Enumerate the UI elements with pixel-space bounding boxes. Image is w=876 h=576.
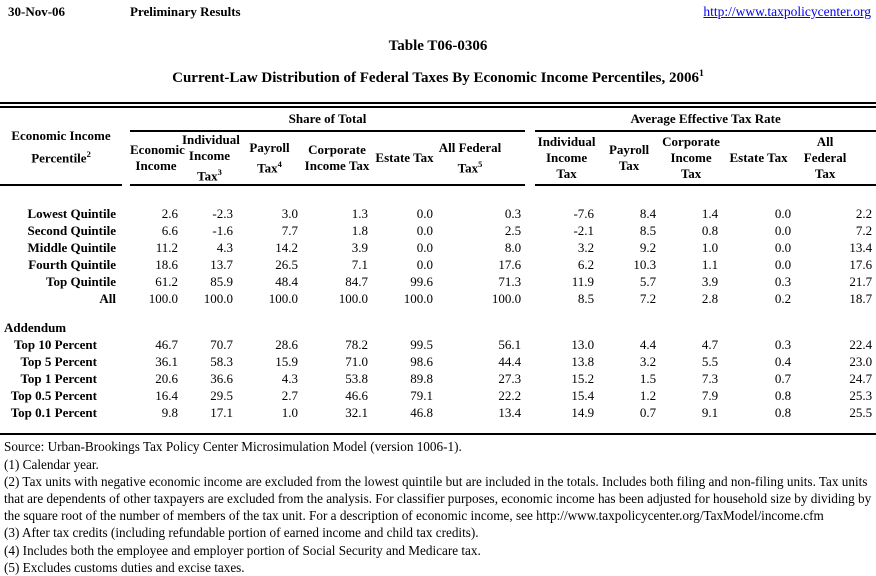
- spacer-row: [0, 185, 876, 205]
- column-header-share-individual-income-tax: [182, 131, 240, 185]
- gap-cell: [122, 370, 130, 387]
- row-label: Lowest Quintile: [27, 205, 116, 221]
- group-header-share-of-total: Share of Total: [130, 105, 525, 131]
- header-footnote-marker: 5: [478, 159, 483, 169]
- data-cell: 13.7: [210, 256, 233, 272]
- footnote-5: (5) Excludes customs duties and excise taxes.: [4, 559, 245, 575]
- gap-cell: [122, 256, 130, 273]
- gap-column: [525, 105, 535, 185]
- data-cell: 0.0: [774, 256, 792, 272]
- gap-cell: [122, 273, 130, 290]
- data-cell: 14.9: [571, 404, 595, 420]
- data-cell: 2.5: [504, 222, 522, 238]
- data-cell: 13.4: [849, 239, 873, 255]
- data-cell: 25.3: [849, 387, 873, 403]
- header-line: Corporate: [308, 142, 366, 158]
- row-header-line1: Economic Income: [11, 127, 111, 143]
- footnote-4: (4) Includes both the employee and employer portion of Social Security and Medicare tax.: [4, 542, 481, 558]
- column-header-aetr-all-federal-tax: [795, 131, 876, 185]
- section-row: [0, 319, 876, 336]
- table-body: [0, 185, 876, 434]
- row-label: Top 0.5 Percent: [10, 387, 97, 403]
- data-cell: 0.0: [416, 239, 433, 255]
- gap-cell: [525, 290, 535, 307]
- gap-cell: [122, 404, 130, 421]
- data-cell: 7.2: [855, 222, 873, 238]
- header-line: All Federal: [803, 134, 847, 166]
- row-label: Middle Quintile: [27, 239, 116, 255]
- data-cell: 4.4: [639, 336, 657, 352]
- header-line: [237, 156, 302, 176]
- row-header-footnote-marker: 2: [86, 148, 91, 159]
- data-cell: 98.6: [410, 353, 433, 369]
- page-title-text: Current-Law Distribution of Federal Taxes By Economic Income Percentiles, 2006: [172, 70, 700, 86]
- gap-cell: [525, 353, 535, 370]
- data-cell: 4.3: [281, 370, 298, 386]
- data-cell: 84.7: [345, 273, 368, 289]
- table-row: [0, 239, 876, 256]
- gap-cell: [525, 404, 535, 421]
- title-footnote-marker: 1: [699, 68, 704, 79]
- data-cell: -1.6: [212, 222, 233, 238]
- data-cell: 5.7: [639, 273, 657, 289]
- data-cell: 9.1: [701, 404, 719, 420]
- data-cell: 99.6: [410, 273, 433, 289]
- data-cell: 7.1: [351, 256, 368, 272]
- data-cell: 25.5: [849, 404, 873, 420]
- column-header-aetr-corporate-income-tax: [660, 131, 722, 185]
- data-cell: 46.6: [345, 387, 368, 403]
- column-header-aetr-individual-income-tax: [535, 131, 598, 185]
- data-cell: 100.0: [338, 290, 368, 306]
- data-cell: 36.1: [155, 353, 178, 369]
- data-cell: 1.4: [701, 205, 719, 221]
- data-cell: 79.1: [410, 387, 433, 403]
- header-line: Income: [188, 148, 231, 163]
- header-line: Individual: [182, 132, 240, 147]
- table-row: [0, 290, 876, 307]
- header-line-text: Tax: [197, 168, 218, 184]
- data-cell: 0.8: [701, 222, 719, 238]
- data-cell: 1.2: [639, 387, 657, 403]
- data-cell: 71.3: [498, 273, 522, 289]
- page-title: [0, 63, 876, 89]
- data-cell: 22.4: [849, 336, 873, 352]
- data-cell: 1.3: [351, 205, 368, 221]
- data-cell: 70.7: [210, 336, 233, 352]
- data-cell: 3.2: [639, 353, 657, 369]
- gap-cell: [525, 273, 535, 290]
- data-cell: 27.3: [498, 370, 522, 386]
- row-label: Top Quintile: [46, 273, 116, 289]
- data-cell: 8.5: [639, 222, 657, 238]
- data-cell: 2.8: [701, 290, 719, 306]
- spacer-cell: [0, 185, 876, 205]
- data-cell: 100.0: [203, 290, 233, 306]
- data-cell: 29.5: [210, 387, 233, 403]
- data-cell: 0.0: [774, 222, 792, 238]
- data-cell: 8.4: [639, 205, 657, 221]
- gap-cell: [525, 370, 535, 387]
- data-cell: 21.7: [849, 273, 873, 289]
- data-cell: 13.4: [498, 404, 522, 420]
- data-cell: 13.8: [571, 353, 595, 369]
- data-cell: 16.4: [155, 387, 178, 403]
- header-line: Individual: [537, 134, 596, 150]
- table-row: [0, 273, 876, 290]
- data-cell: 100.0: [403, 290, 433, 306]
- header-line: All Federal: [438, 140, 502, 155]
- data-cell: 1.0: [281, 404, 298, 420]
- data-cell: 56.1: [498, 336, 522, 352]
- data-cell: 46.7: [155, 336, 178, 352]
- header-line: Corporate: [662, 134, 720, 150]
- row-label: All: [99, 290, 116, 306]
- gap-cell: [122, 205, 130, 222]
- row-label: Top 1 Percent: [20, 370, 97, 386]
- table-row: [0, 205, 876, 222]
- data-cell: 5.5: [701, 353, 719, 369]
- header-line: Income: [545, 150, 588, 166]
- header-footnote-marker: 3: [217, 167, 222, 177]
- data-cell: 1.5: [639, 370, 657, 386]
- column-header-aetr-payroll-tax: [598, 131, 660, 185]
- data-cell: 3.9: [351, 239, 368, 255]
- data-cell: 0.0: [416, 205, 433, 221]
- table-header: [0, 105, 876, 185]
- data-cell: 8.0: [504, 239, 522, 255]
- data-cell: 0.3: [504, 205, 522, 221]
- data-cell: 100.0: [491, 290, 522, 306]
- table-row: [0, 256, 876, 273]
- gap-column: [122, 105, 130, 185]
- group-header-row: [0, 105, 876, 131]
- table-row: [0, 387, 876, 404]
- data-cell: 15.4: [571, 387, 595, 403]
- column-header-share-estate-tax: [372, 131, 437, 185]
- status-label: Preliminary Results: [130, 4, 241, 19]
- row-label: Top 5 Percent: [20, 353, 97, 369]
- data-cell: 32.1: [345, 404, 368, 420]
- data-cell: 2.7: [281, 387, 298, 403]
- site-link[interactable]: http://www.taxpolicycenter.org: [703, 4, 871, 19]
- table-row: [0, 353, 876, 370]
- header-line-text: Tax: [457, 160, 479, 176]
- spacer-row: [0, 307, 876, 319]
- gap-cell: [525, 222, 535, 239]
- data-cell: 0.0: [774, 205, 792, 221]
- header-line: Payroll: [249, 140, 290, 155]
- footnote-2: (2) Tax units with negative economic income are excluded from the lowest quintile but are included in the totals. Includes both filing and non-filing units. Tax units that are dependents of other taxpayers are excluded from the analysis. For classifier purposes, economic income has been adjusted for household size by dividing by the square root of the number of members of the tax unit. For a description of economic income, see http://www.taxpolicycenter.org/TaxModel/income.cfm: [4, 473, 872, 524]
- row-header-line2-text: Percentile: [31, 149, 87, 165]
- data-cell: 0.0: [774, 239, 792, 255]
- data-cell: 24.7: [849, 370, 873, 386]
- data-cell: 17.6: [498, 256, 522, 272]
- data-cell: 11.9: [571, 273, 595, 289]
- data-cell: 18.6: [155, 256, 178, 272]
- data-cell: 0.4: [774, 353, 792, 369]
- data-cell: 20.6: [155, 370, 178, 386]
- gap-cell: [525, 239, 535, 256]
- gap-cell: [122, 239, 130, 256]
- data-cell: 0.7: [639, 404, 657, 420]
- data-cell: 14.2: [275, 239, 298, 255]
- data-cell: 61.2: [155, 273, 178, 289]
- table-row: [0, 404, 876, 421]
- header-footnote-marker: 4: [277, 159, 282, 169]
- gap-cell: [525, 336, 535, 353]
- column-header-share-payroll-tax: [237, 131, 302, 185]
- data-cell: 36.6: [210, 370, 233, 386]
- data-cell: 22.2: [498, 387, 522, 403]
- gap-cell: [122, 222, 130, 239]
- header-line: Tax: [814, 166, 836, 182]
- page-header: [0, 0, 876, 28]
- row-label: Top 10 Percent: [13, 336, 97, 352]
- row-header-line2: [0, 145, 122, 167]
- data-cell: 78.2: [345, 336, 368, 352]
- header-line: [182, 164, 237, 184]
- table-number-title: Table T06-0306: [388, 38, 488, 54]
- data-cell: 2.2: [855, 205, 873, 221]
- data-cell: 0.8: [774, 404, 792, 420]
- column-header-share-economic-income: [130, 131, 185, 185]
- header-line: Tax: [618, 158, 640, 174]
- data-cell: 1.0: [701, 239, 719, 255]
- data-cell: 0.0: [416, 256, 433, 272]
- data-cell: 8.5: [577, 290, 595, 306]
- row-header-economic-income-percentile: [0, 105, 122, 185]
- distribution-table: [0, 102, 876, 435]
- data-cell: 17.6: [849, 256, 873, 272]
- header-line: [437, 156, 503, 176]
- data-cell: 11.2: [155, 239, 178, 255]
- section-label: Addendum: [4, 319, 67, 335]
- group-header-average-effective-tax-rate: Average Effective Tax Rate: [535, 105, 876, 131]
- data-cell: 0.7: [774, 370, 792, 386]
- data-cell: 6.6: [161, 222, 178, 238]
- gap-cell: [525, 256, 535, 273]
- table-row: [0, 370, 876, 387]
- footnote-1: (1) Calendar year.: [4, 456, 99, 472]
- data-cell: 0.0: [416, 222, 433, 238]
- footnotes: [0, 438, 876, 576]
- data-cell: 4.3: [216, 239, 233, 255]
- data-cell: 3.9: [701, 273, 719, 289]
- data-cell: 13.0: [571, 336, 595, 352]
- data-cell: 85.9: [210, 273, 233, 289]
- column-header-aetr-estate-tax: [722, 131, 795, 185]
- table-row: [0, 336, 876, 353]
- data-cell: 9.2: [639, 239, 657, 255]
- table-row: [0, 222, 876, 239]
- data-cell: -7.6: [573, 205, 595, 221]
- header-line: Estate Tax: [729, 150, 788, 166]
- data-cell: 0.3: [774, 336, 792, 352]
- data-cell: 1.1: [701, 256, 719, 272]
- column-header-share-all-federal-tax: [437, 131, 525, 185]
- header-line: Income: [670, 150, 712, 166]
- data-cell: 0.8: [774, 387, 792, 403]
- source-note: Source: Urban-Brookings Tax Policy Center Microsimulation Model (version 1006-1).: [4, 439, 462, 455]
- spacer-row: [0, 421, 876, 434]
- gap-cell: [122, 387, 130, 404]
- data-cell: 3.2: [577, 239, 595, 255]
- data-cell: 6.2: [577, 256, 595, 272]
- header-line: Income Tax: [304, 158, 370, 174]
- gap-cell: [122, 290, 130, 307]
- data-cell: -2.3: [212, 205, 233, 221]
- data-cell: 44.4: [498, 353, 522, 369]
- data-cell: 89.8: [410, 370, 433, 386]
- gap-cell: [122, 353, 130, 370]
- data-cell: 71.0: [345, 353, 368, 369]
- spacer-cell: [0, 307, 876, 319]
- row-label: Second Quintile: [27, 222, 116, 238]
- column-header-row: [0, 131, 876, 185]
- spacer-cell: [0, 421, 876, 434]
- header-line: Estate Tax: [375, 150, 434, 166]
- data-cell: 48.4: [275, 273, 298, 289]
- gap-cell: [525, 205, 535, 222]
- column-header-share-corporate-income-tax: [302, 131, 372, 185]
- data-cell: 99.5: [410, 336, 433, 352]
- data-cell: 7.7: [281, 222, 298, 238]
- data-cell: 58.3: [210, 353, 233, 369]
- data-cell: 3.0: [281, 205, 298, 221]
- data-cell: 53.8: [345, 370, 368, 386]
- data-cell: 4.7: [701, 336, 719, 352]
- data-cell: 7.3: [701, 370, 719, 386]
- data-cell: 17.1: [210, 404, 233, 420]
- data-cell: 0.3: [774, 273, 792, 289]
- row-label: Top 0.1 Percent: [10, 404, 97, 420]
- data-cell: 0.2: [774, 290, 792, 306]
- data-cell: 10.3: [633, 256, 657, 272]
- row-label: Fourth Quintile: [28, 256, 116, 272]
- header-line: Income: [135, 158, 177, 174]
- data-cell: 100.0: [148, 290, 178, 306]
- data-cell: 7.2: [639, 290, 657, 306]
- data-cell: 7.9: [701, 387, 719, 403]
- header-line: Tax: [556, 166, 577, 182]
- header-line-text: Tax: [257, 160, 278, 176]
- data-cell: 9.8: [161, 404, 178, 420]
- data-cell: 23.0: [849, 353, 873, 369]
- header-line: Payroll: [608, 142, 650, 158]
- footnote-3: (3) After tax credits (including refundable portion of earned income and child tax credits).: [4, 525, 479, 541]
- data-cell: 26.5: [275, 256, 298, 272]
- data-cell: -2.1: [573, 222, 595, 238]
- date-label: 30-Nov-06: [8, 4, 66, 19]
- data-cell: 15.2: [571, 370, 595, 386]
- data-cell: 100.0: [268, 290, 298, 306]
- data-cell: 18.7: [849, 290, 873, 306]
- data-cell: 1.8: [351, 222, 368, 238]
- data-cell: 15.9: [275, 353, 298, 369]
- data-cell: 28.6: [275, 336, 298, 352]
- gap-cell: [525, 387, 535, 404]
- header-line: Tax: [680, 166, 702, 182]
- gap-cell: [122, 336, 130, 353]
- header-line: Economic: [130, 142, 185, 158]
- data-cell: 46.8: [410, 404, 433, 420]
- data-cell: 2.6: [161, 205, 178, 221]
